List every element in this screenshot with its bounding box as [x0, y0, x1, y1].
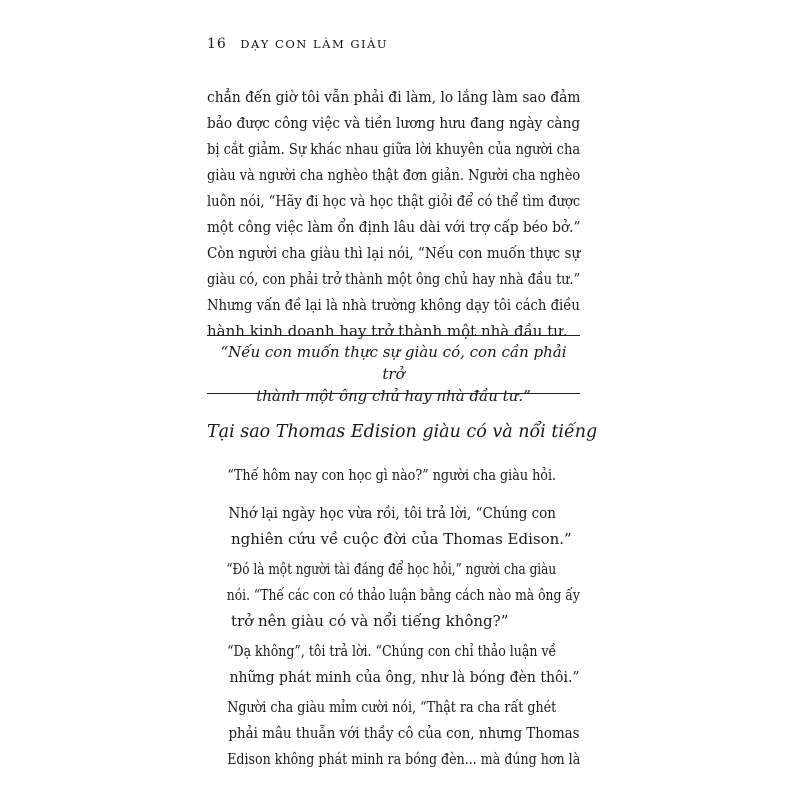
text-line: phải mâu thuẫn với thầy cô của con, nhưng Thomas [228, 724, 580, 742]
text-line: bị cắt giảm. Sự khác nhau giữa lời khuyên của người cha [207, 140, 581, 158]
body-paragraph [207, 638, 580, 690]
body-paragraph [207, 462, 580, 488]
text-line: chẳn đến giờ tôi vẫn phải đi làm, lo lắng làm sao đảm [207, 88, 581, 106]
text-line: nói. “Thế các con có thảo luận bằng cách nào mà ông ấy [226, 586, 580, 604]
page-number: 16 [207, 36, 227, 52]
text-line: nghiên cứu về cuộc đời của Thomas Edison.” [231, 530, 572, 548]
pull-quote-bottom-rule [207, 393, 580, 394]
pull-quote [207, 341, 580, 407]
running-title: DẠY CON LÀM GIÀU [240, 37, 389, 51]
running-header [207, 36, 388, 52]
text-line: những phát minh của ông, như là bóng đèn thôi.” [229, 668, 580, 686]
body-paragraph [207, 556, 580, 634]
body-paragraph [207, 84, 580, 344]
text-line: Người cha giàu mỉm cười nói, “Thật ra cha rất ghét [227, 698, 557, 716]
pull-quote-line: thành một ông chủ hay nhà đầu tư.” [256, 387, 531, 405]
text-line: trở nên giàu có và nổi tiếng không?” [231, 612, 509, 630]
text-line: luôn nói, “Hãy đi học và học thật giỏi để có thể tìm được [207, 192, 581, 210]
body-paragraph [207, 500, 580, 552]
body-paragraph [207, 694, 580, 772]
text-line: Nhớ lại ngày học vừa rồi, tôi trả lời, “Chúng con [228, 504, 556, 522]
text-line: “Dạ không”, tôi trả lời. “Chúng con chỉ thảo luận về [227, 642, 557, 660]
text-line: Edison không phát minh ra bóng đèn... mà đúng hơn là [227, 750, 581, 768]
text-line: hành kinh doanh hay trở thành một nhà đầu tư. [207, 322, 568, 340]
text-line: bảo được công việc và tiền lương hưu đang ngày càng [207, 114, 581, 132]
pull-quote-top-rule [207, 335, 580, 336]
text-line: một công việc làm ổn định lâu dài với trợ cấp béo bở.” [207, 218, 581, 236]
text-line: “Thế hôm nay con học gì nào?” người cha giàu hỏi. [227, 466, 557, 484]
text-line: giàu và người cha nghèo thật đơn giản. Người cha nghèo [207, 166, 581, 184]
text-line: “Đó là một người tài đáng để học hỏi,” người cha giàu [226, 560, 557, 578]
text-line: Còn người cha giàu thì lại nói, “Nếu con muốn thực sự [207, 244, 581, 262]
pull-quote-line: “Nếu con muốn thực sự giàu có, con cần phải trở [220, 343, 567, 383]
section-heading: Tại sao Thomas Edision giàu có và nổi tiếng [207, 422, 598, 442]
text-line: giàu có, con phải trở thành một ông chủ hay nhà đầu tư.” [207, 270, 581, 288]
text-line: Nhưng vấn đề lại là nhà trường không dạy tôi cách điều [207, 296, 580, 314]
